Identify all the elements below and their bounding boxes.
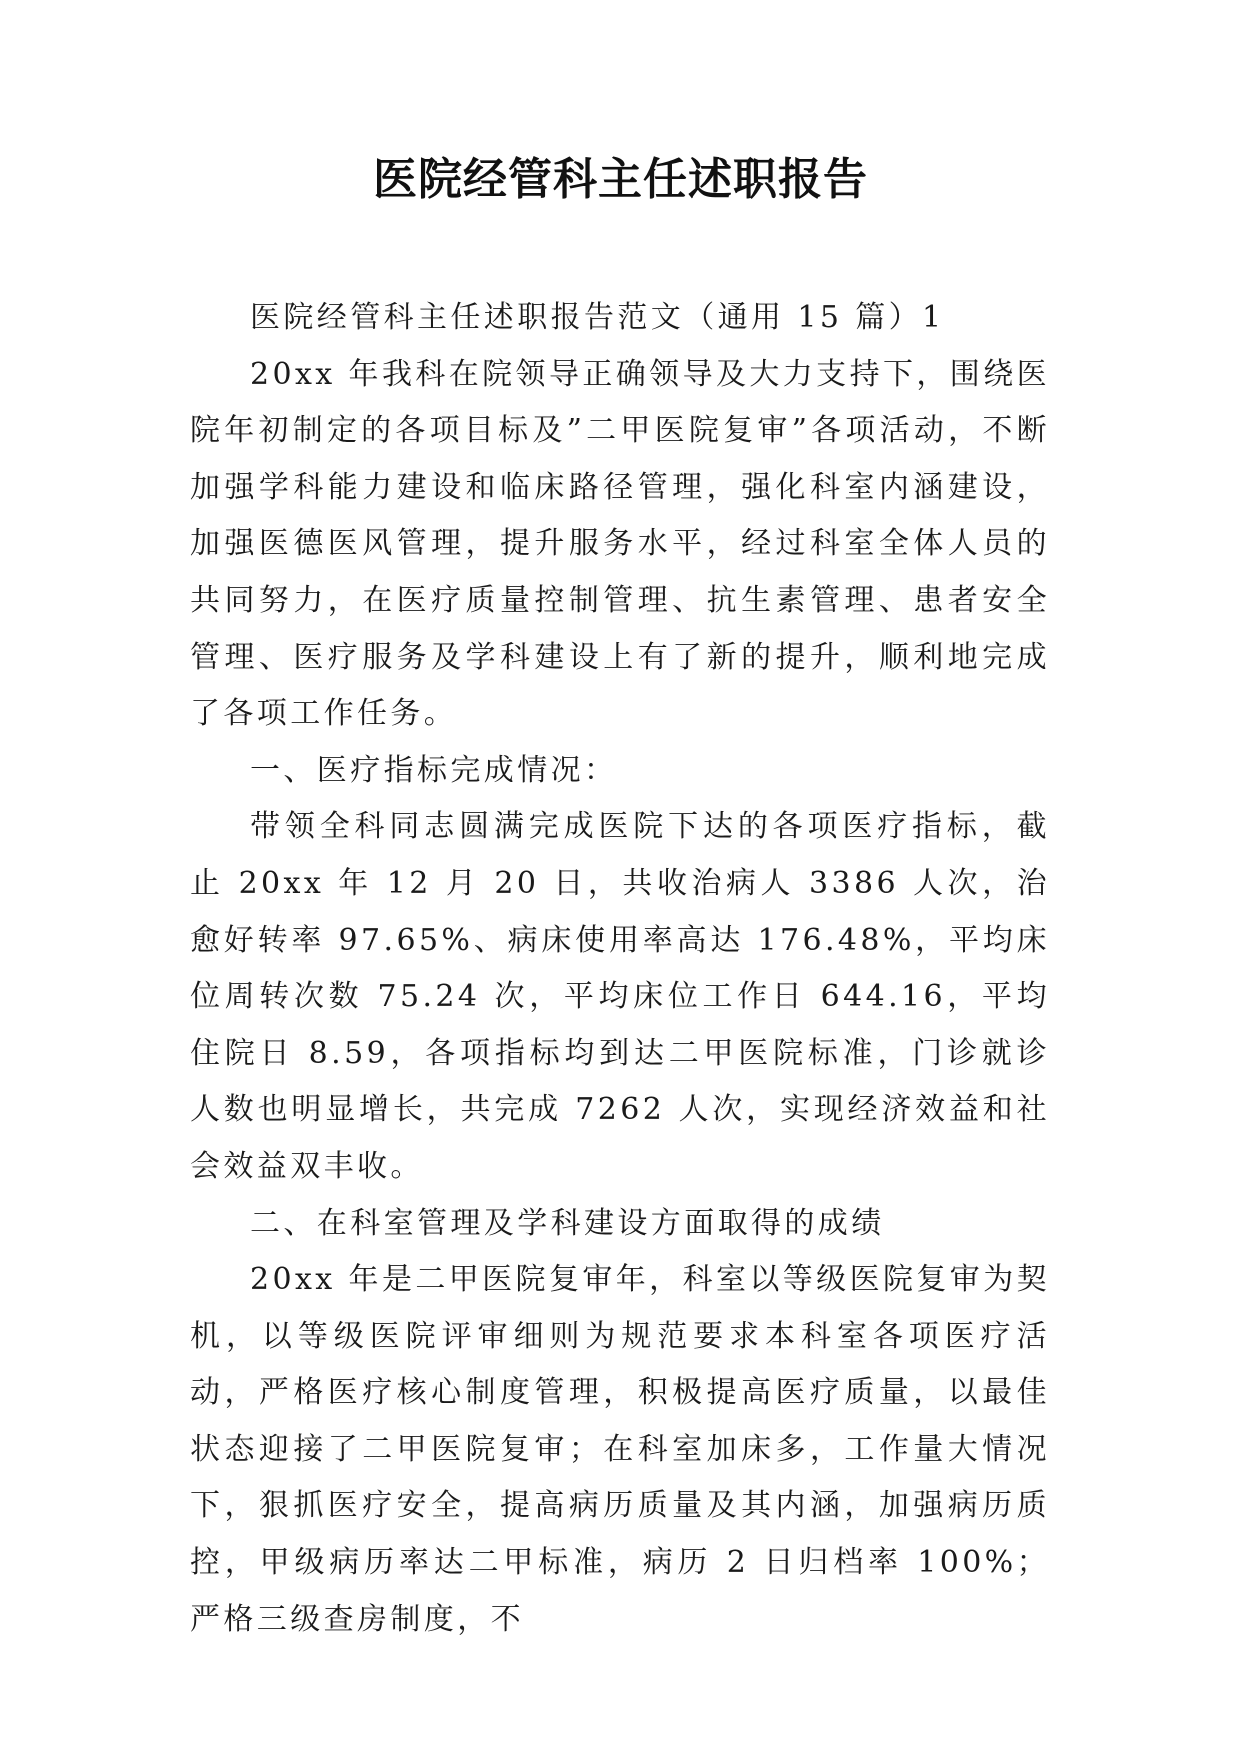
section-heading-2: 二、在科室管理及学科建设方面取得的成绩 <box>250 1205 885 1241</box>
indicators-paragraph: 带领全科同志圆满完成医院下达的各项医疗指标，截止 20xx 年 12 月 20 日，共收治病人 3386 人次，治愈好转率 97.65%、病床使用率高达 176.48%，平均床位周转次数 75.24 次，平均床位工作日 644.16，平均住院日 8.59，各项指标均到达二甲医院标准，门诊就诊人数也明显增长，共完成 7262 人次，实现经济效益和社会效益双丰收。 <box>190 809 1050 1184</box>
section-heading-1: 一、医疗指标完成情况： <box>250 752 618 788</box>
intro-paragraph: 20xx 年我科在院领导正确领导及大力支持下，围绕医院年初制定的各项目标及”二甲医院复审”各项活动，不断加强学科能力建设和临床路径管理，强化科室内涵建设，加强医德医风管理，提升服务水平，经过科室全体人员的共同努力，在医疗质量控制管理、抗生素管理、患者安全管理、医疗服务及学科建设上有了新的提升，顺利地完成了各项工作任务。 <box>190 356 1050 732</box>
document-title: 医院经管科主任述职报告 <box>373 154 868 205</box>
document-body <box>190 290 1050 1648</box>
management-paragraph: 20xx 年是二甲医院复审年，科室以等级医院复审为契机，以等级医院评审细则为规范要求本科室各项医疗活动，严格医疗核心制度管理，积极提高医疗质量，以最佳状态迎接了二甲医院复审；在科室加床多，工作量大情况下，狠抓医疗安全，提高病历质量及其内涵，加强病历质控，甲级病历率达二甲标准，病历 2 日归档率 100%；严格三级查房制度，不 <box>190 1262 1050 1637</box>
subtitle-paragraph: 医院经管科主任述职报告范文（通用 15 篇）1 <box>250 300 945 335</box>
